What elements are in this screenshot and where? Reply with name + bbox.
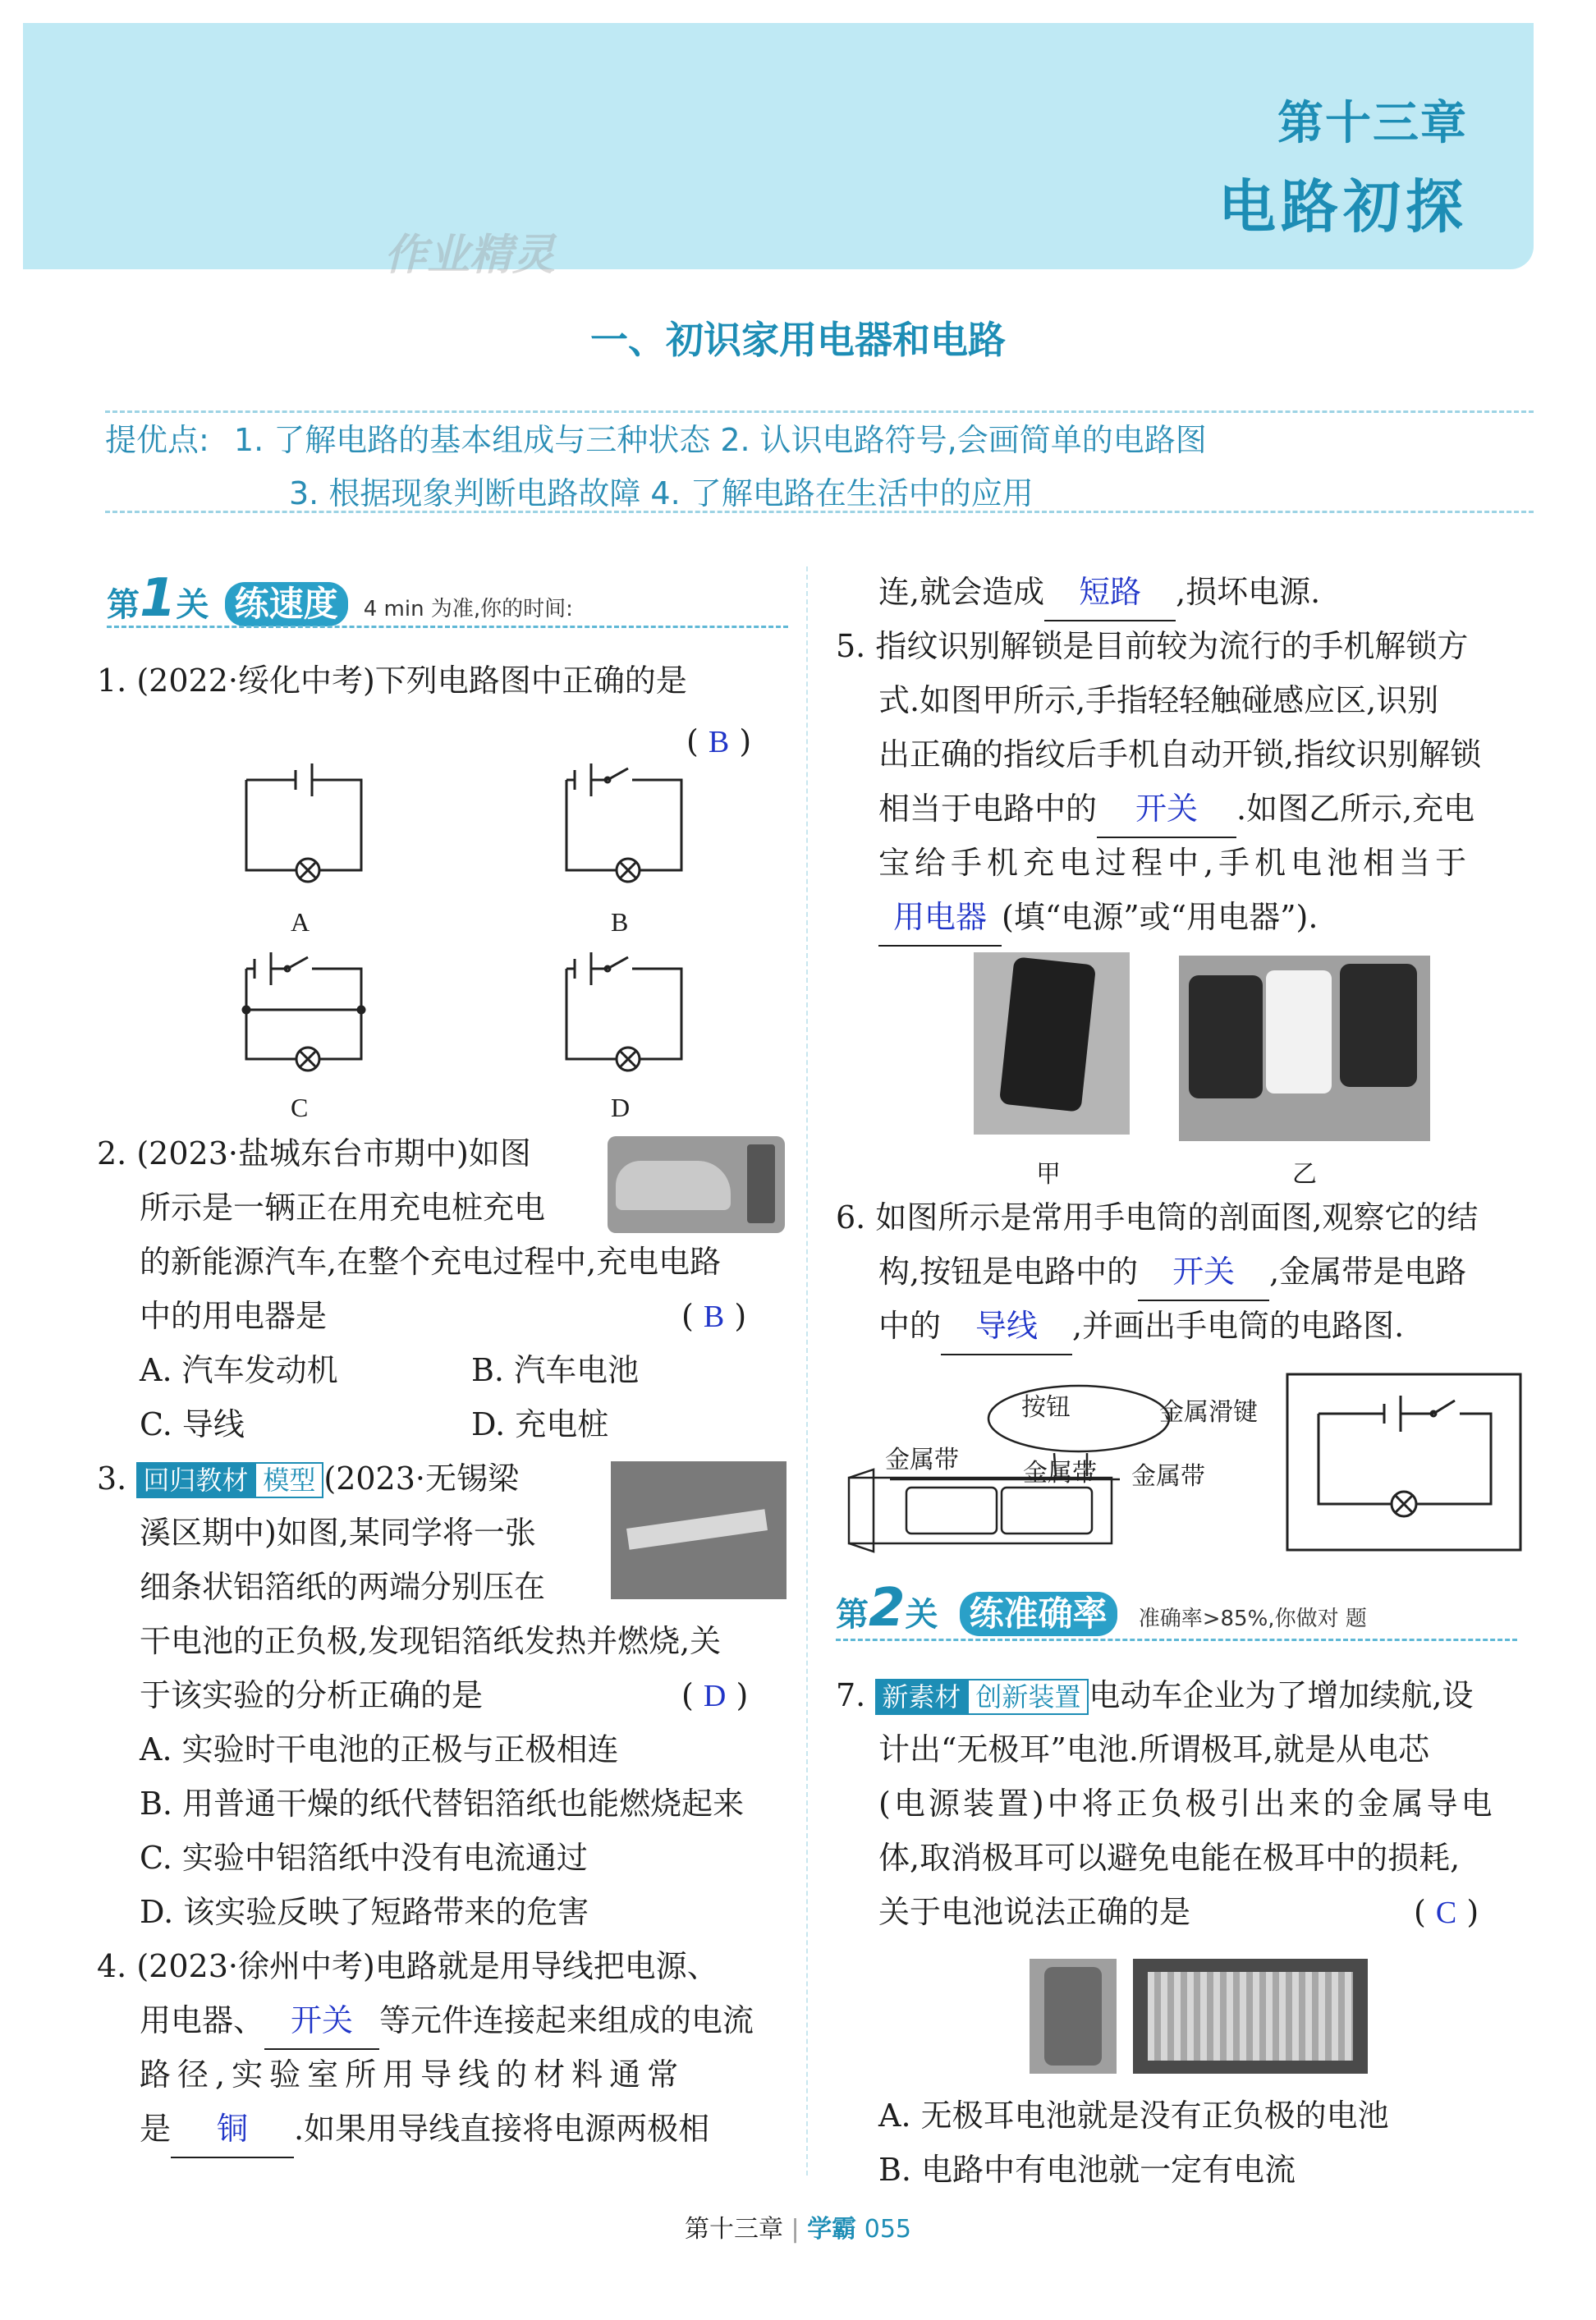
level-number: 1 <box>140 568 177 629</box>
phone-right <box>1340 964 1417 1087</box>
phone-left <box>1189 975 1263 1098</box>
q3-option-c: C. 实验中铝箔纸中没有电流通过 <box>140 1840 588 1876</box>
q7-option-a: A. 无极耳电池就是没有正负极的电池 <box>878 2098 1389 2134</box>
q6-stem-3a: 中的 <box>878 1308 942 1344</box>
q7-stem-4: 体,取消极耳可以避免电能在极耳中的损耗, <box>878 1840 1461 1876</box>
q7-stem-1: 电动车企业为了增加续航,设 <box>1089 1677 1474 1713</box>
level-name: 练准确率 <box>960 1592 1117 1636</box>
q2-answer: B <box>703 1300 725 1334</box>
divider <box>836 1639 1517 1641</box>
q7-tag-innovation: 创新装置 <box>967 1679 1089 1715</box>
q4-stem-5a: 连,就会造成 <box>878 574 1045 610</box>
q6-stem-2a: 构,按钮是电路中的 <box>878 1254 1139 1290</box>
q7-option-b: B. 电路中有电池就一定有电流 <box>878 2152 1296 2188</box>
q6-label-strip-2: 金属带 <box>1023 1459 1097 1488</box>
q6-blank-2: 导线 <box>941 1300 1072 1355</box>
q6-answer-circuit <box>1286 1373 1524 1553</box>
q5-stem-4b: .如图乙所示,充电 <box>1236 791 1475 827</box>
level-note: 准确率>85%,你做对 题 <box>1138 1607 1367 1631</box>
q2-car-image <box>608 1136 785 1233</box>
q3-answer: D <box>703 1679 727 1713</box>
q6-stem-3b: ,并画出手电筒的电路图. <box>1072 1308 1405 1344</box>
q2-answer-bracket: ( B ) <box>681 1298 747 1334</box>
q6-line-3 <box>878 1299 1404 1355</box>
q2-option-d: D. 充电桩 <box>471 1406 609 1442</box>
q4-stem-4a: 是 <box>140 2111 172 2147</box>
circuit-label-b: B <box>611 907 629 937</box>
q5-blank-1: 开关 <box>1097 782 1236 838</box>
level-name: 练速度 <box>225 582 348 626</box>
q6-stem-2b: ,金属带是电路 <box>1269 1254 1467 1290</box>
q7-stem-2: 计出“无极耳”电池.所谓极耳,就是从电芯 <box>878 1731 1430 1768</box>
level-note: 4 min 为准,你的时间: <box>363 597 573 621</box>
q6-label-strip-3: 金属带 <box>1131 1462 1205 1491</box>
level-1-heading <box>107 568 573 629</box>
level-number: 2 <box>869 1578 906 1639</box>
charging-pile <box>747 1144 775 1223</box>
q3-stem-4: 干电池的正负极,发现铝箔纸发热并燃烧,关 <box>140 1623 722 1659</box>
q5-stem-1: 5. 指纹识别解锁是目前较为流行的手机解锁方 <box>836 628 1469 664</box>
level-prefix: 第 <box>836 1596 869 1634</box>
circuit-b <box>566 763 681 882</box>
circuit-d <box>566 952 681 1071</box>
q5-caption-a: 甲 <box>1036 1161 1061 1188</box>
footer-brand: 学霸 <box>807 2215 857 2244</box>
power-bank <box>1266 970 1332 1094</box>
q3-stem-5: 于该实验的分析正确的是 <box>140 1677 484 1713</box>
q5-stem-6: (填“电源”或“用电器”). <box>1002 899 1319 935</box>
chapter-banner <box>23 23 1534 280</box>
level-prefix: 第 <box>107 586 140 624</box>
footer-chapter: 第十三章 <box>684 2215 783 2244</box>
q6-label-strip-1: 金属带 <box>885 1446 959 1474</box>
q4-stem-5b: ,损坏电源. <box>1176 574 1321 610</box>
q3-answer-bracket: ( D ) <box>681 1677 749 1713</box>
q5-caption-b: 乙 <box>1292 1161 1317 1188</box>
phone <box>999 956 1096 1112</box>
level-suffix: 关 <box>905 1596 938 1634</box>
q6-label-slide-key: 金属滑键 <box>1159 1398 1258 1427</box>
q2-stem-2: 所示是一辆正在用充电桩充电 <box>140 1190 546 1226</box>
q3-line-1: 3. 回归教材 模型 (2023·无锡梁 <box>97 1460 519 1497</box>
circuit-label-c: C <box>291 1093 309 1122</box>
q2-stem-3: 的新能源汽车,在整个充电过程中,充电电路 <box>140 1244 722 1280</box>
q1-answer-bracket: ( B ) <box>686 723 752 759</box>
divider <box>105 511 1534 513</box>
q7-battery-image <box>1030 1959 1117 2074</box>
section-title: 一、初识家用电器和电路 <box>590 318 1006 362</box>
q2-stem-4: 中的用电器是 <box>140 1298 328 1334</box>
battery-pack <box>1148 1972 1353 2061</box>
q3-option-a: A. 实验时干电池的正极与正极相连 <box>140 1731 619 1768</box>
tips-text-1: 1. 了解电路的基本组成与三种状态 2. 认识电路符号,会画简单的电路图 <box>233 422 1207 458</box>
q7-answer: C <box>1435 1896 1457 1930</box>
q7-tag-new: 新素材 <box>875 1679 967 1715</box>
q3-tag-textbook: 回归教材 <box>136 1462 255 1498</box>
q2-option-c: C. 导线 <box>140 1406 245 1442</box>
q2-stem-1: 2. (2023·盐城东台市期中)如图 <box>97 1135 531 1171</box>
foil-strip <box>626 1509 768 1549</box>
q4-blank-2: 铜 <box>171 2102 294 2158</box>
circuit-c <box>243 952 365 1071</box>
q3-option-d: D. 该实验反映了短路带来的危害 <box>140 1894 589 1930</box>
q4-stem-2a: 用电器、 <box>140 2002 265 2038</box>
q6-label-button: 按钮 <box>1021 1393 1071 1422</box>
q3-stem-1: (2023·无锡梁 <box>323 1460 519 1497</box>
q6-line-2 <box>878 1245 1466 1301</box>
q5-line-6 <box>878 890 1318 947</box>
q6-blank-1: 开关 <box>1138 1245 1269 1301</box>
circuit-label-d: D <box>611 1093 631 1122</box>
q7-battery-pack-image <box>1133 1959 1368 2074</box>
q3-foil-image <box>611 1461 787 1599</box>
q7-stem-3: (电源装置)中将正负极引出来的金属导电 <box>878 1786 1496 1822</box>
q4-stem-4b: .如果用导线直接将电源两极相 <box>294 2111 710 2147</box>
watermark: 作业精灵 <box>384 231 556 280</box>
q7-answer-bracket: ( C ) <box>1414 1894 1479 1930</box>
q3-tag-model: 模型 <box>255 1462 323 1498</box>
q4-stem-1: 4. (2023·徐州中考)电路就是用导线把电源、 <box>97 1948 718 1984</box>
tips-line-1 <box>105 415 1534 460</box>
q7-stem-5: 关于电池说法正确的是 <box>878 1894 1191 1930</box>
q5-stem-2: 式.如图甲所示,手指轻轻触碰感应区,识别 <box>878 682 1439 718</box>
q4-blank-3: 短路 <box>1044 566 1176 621</box>
chapter-title: 电路初探 <box>1218 173 1468 241</box>
page-footer: 第十三章 | 学霸 055 <box>684 2215 911 2244</box>
q5-stem-5: 宝给手机充电过程中,手机电池相当于 <box>878 845 1472 881</box>
q4-stem-3: 路径,实验室所用导线的材料通常 <box>140 2056 686 2093</box>
q4-stem-2b: 等元件连接起来组成的电流 <box>379 2002 754 2038</box>
q6-stem-1: 6. 如图所示是常用手电筒的剖面图,观察它的结 <box>836 1199 1479 1236</box>
q3-stem-2: 溪区期中)如图,某同学将一张 <box>140 1515 536 1551</box>
q5-stem-4a: 相当于电路中的 <box>878 791 1098 827</box>
q5-blank-2: 用电器 <box>878 891 1002 947</box>
circuit-label-a: A <box>291 907 310 937</box>
q1-answer: B <box>708 725 730 759</box>
divider <box>107 626 788 628</box>
q5-line-4 <box>878 782 1474 838</box>
level-suffix: 关 <box>176 586 209 624</box>
chapter-number: 第十三章 <box>1277 97 1468 150</box>
divider <box>105 410 1534 413</box>
q4-line-5 <box>878 565 1320 621</box>
q3-option-b: B. 用普通干燥的纸代替铝箔纸也能燃烧起来 <box>140 1786 745 1822</box>
circuit-a <box>246 763 361 882</box>
q5-fingerprint-image <box>974 952 1130 1135</box>
q5-stem-3: 出正确的指纹后手机自动开锁,指纹识别解锁 <box>878 736 1482 773</box>
car-body <box>616 1161 731 1210</box>
q3-stem-3: 细条状铝箔纸的两端分别压在 <box>140 1569 546 1605</box>
q4-line-2 <box>140 1993 754 2050</box>
level-2-heading <box>836 1578 1367 1639</box>
battery-cell <box>1044 1967 1102 2066</box>
q5-powerbank-image <box>1179 956 1430 1141</box>
tips-line-2: 3. 根据现象判断电路故障 4. 了解电路在生活中的应用 <box>289 475 1034 511</box>
q4-blank-1: 开关 <box>264 1994 379 2050</box>
q2-option-b: B. 汽车电池 <box>471 1352 640 1388</box>
tips-label: 提优点: <box>105 422 209 458</box>
q1-stem: 1. (2022·绥化中考)下列电路图中正确的是 <box>97 663 687 699</box>
page-number: 055 <box>864 2215 911 2244</box>
q2-option-a: A. 汽车发动机 <box>140 1352 338 1388</box>
column-divider <box>806 566 808 2176</box>
q7-line-1: 7. 新素材 创新装置 电动车企业为了增加续航,设 <box>836 1677 1474 1713</box>
q4-line-4 <box>140 2102 709 2158</box>
